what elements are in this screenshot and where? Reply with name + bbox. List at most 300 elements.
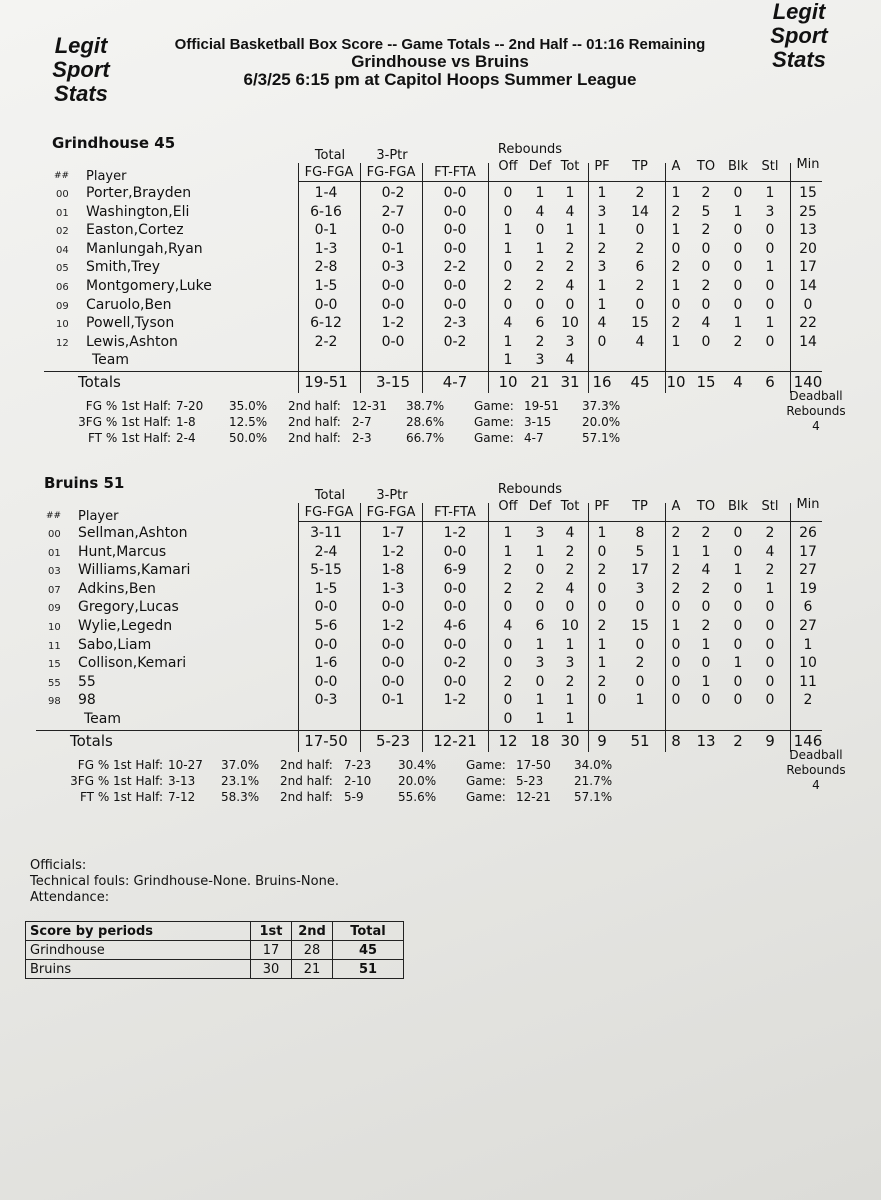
player-number: 01 (56, 207, 69, 219)
pct-label: FT % 1st Half: (79, 789, 163, 804)
column-rule (360, 503, 361, 752)
stat-min: 19 (799, 580, 817, 597)
pct-h2-pct: 38.7% (406, 399, 445, 413)
player-number: 11 (48, 640, 61, 652)
stat-a: 1 (671, 278, 681, 294)
player-name: Wylie,Legedn (78, 618, 173, 634)
pct-game-label: Game: (466, 789, 506, 804)
stat-fg: 5-6 (314, 618, 338, 634)
total-min: 146 (793, 731, 823, 750)
stat-min: 15 (799, 185, 817, 201)
pct-h1-pct: 35.0% (229, 399, 268, 413)
col-fg3: FG-FGA (366, 165, 416, 180)
stat-off: 0 (503, 259, 513, 276)
stat-ft: 0-0 (443, 673, 467, 690)
pct-h1: 3-13 (168, 773, 196, 788)
stat-blk: 1 (733, 655, 743, 672)
pct-h2-label: 2nd half: (288, 431, 341, 445)
stat-def: 3 (535, 525, 545, 541)
total-to: 15 (696, 373, 716, 391)
stat-ft: 0-0 (443, 203, 467, 220)
stat-def: 1 (535, 636, 545, 653)
stat-a: 0 (671, 636, 681, 653)
stat-fg3: 0-0 (381, 599, 405, 616)
pct-h2-label: 2nd half: (280, 773, 333, 788)
stat-to: 2 (701, 222, 711, 239)
stat-fg: 1-5 (314, 580, 338, 597)
stat-min: 10 (799, 655, 817, 672)
stat-a: 2 (671, 580, 681, 597)
stat-tot: 2 (565, 543, 575, 560)
matchup: Grindhouse vs Bruins (351, 52, 529, 71)
stat-to: 1 (701, 636, 711, 653)
pct-label: 3FG % 1st Half: (78, 415, 171, 429)
pct-h1-pct: 12.5% (229, 415, 268, 429)
player-number: 15 (48, 659, 61, 671)
stat-ft: 0-0 (443, 222, 467, 239)
stat-ft: 0-0 (443, 636, 467, 653)
deadball-rebounds (776, 389, 856, 434)
stat-fg3: 2-7 (381, 203, 405, 220)
stat-fg3: 0-3 (381, 259, 405, 276)
col-player: Player (78, 509, 119, 524)
stat-fg: 6-16 (310, 203, 342, 220)
stat-tp: 4 (635, 333, 645, 350)
col-3ptr: 3-Ptr (376, 148, 408, 163)
stat-stl: 4 (765, 543, 775, 560)
away-team-title: Bruins 51 (44, 474, 125, 492)
stat-to: 0 (701, 333, 711, 350)
total-blk: 4 (733, 373, 743, 391)
stat-blk: 0 (733, 543, 743, 560)
pct-h1-pct: 37.0% (221, 757, 260, 772)
stat-off: 1 (503, 222, 513, 239)
stat-stl: 0 (765, 222, 775, 239)
stat-ft: 0-2 (443, 655, 467, 672)
stat-tp: 15 (631, 315, 649, 332)
stat-min: 13 (799, 222, 817, 239)
stat-to: 0 (701, 692, 711, 709)
stat-def: 0 (535, 562, 545, 579)
stat-blk: 0 (733, 185, 743, 201)
stat-a: 0 (671, 655, 681, 672)
stat-tot: 1 (565, 222, 575, 239)
stat-a: 1 (671, 185, 681, 201)
stat-off: 1 (503, 525, 513, 541)
stat-to: 0 (701, 296, 711, 313)
stat-tot: 4 (565, 203, 575, 220)
stat-to: 1 (701, 673, 711, 690)
player-name: Adkins,Ben (78, 580, 156, 597)
stat-ft: 0-0 (443, 599, 467, 616)
pct-h2-pct: 66.7% (406, 431, 445, 445)
column-rule (422, 163, 423, 393)
col-num: ## (46, 511, 62, 521)
column-rule (298, 163, 299, 393)
team-def: 3 (535, 352, 545, 369)
logo-line: Sport (52, 57, 110, 82)
stat-stl: 1 (765, 185, 775, 201)
stat-fg3: 0-0 (381, 655, 405, 672)
score-header-row (26, 922, 404, 941)
pct-h1-pct: 58.3% (221, 789, 260, 804)
total-a: 8 (671, 731, 681, 750)
total-stl: 6 (765, 373, 775, 391)
pct-game-label: Game: (466, 773, 506, 788)
score-row-grindhouse (26, 941, 404, 960)
col-pf: PF (594, 159, 610, 174)
col-stl: Stl (761, 159, 779, 174)
pct-label: FG % 1st Half: (77, 757, 163, 772)
stat-tp: 14 (631, 203, 649, 220)
player-number: 07 (48, 584, 61, 596)
stat-off: 0 (503, 636, 513, 653)
team-off: 1 (503, 352, 513, 369)
stat-ft: 0-0 (443, 185, 467, 201)
stat-tp: 0 (635, 222, 645, 239)
player-number: 00 (56, 189, 69, 200)
stat-tp: 2 (635, 240, 645, 257)
pct-h1: 10-27 (168, 757, 203, 772)
column-rule (298, 503, 299, 752)
col-off: Off (498, 159, 518, 174)
stat-tot: 1 (565, 692, 575, 709)
stat-to: 1 (701, 543, 711, 560)
stat-pf: 2 (597, 618, 607, 634)
stat-pf: 4 (597, 315, 607, 332)
total-to: 13 (696, 731, 716, 750)
deadball-label: Deadball (789, 389, 843, 403)
stat-tp: 0 (635, 599, 645, 616)
stat-ft: 6-9 (443, 562, 467, 579)
stat-tot: 2 (565, 562, 575, 579)
logo-line: Stats (772, 47, 826, 72)
player-name: Porter,Brayden (86, 185, 192, 201)
player-number: 12 (56, 337, 69, 349)
stat-tp: 2 (635, 655, 645, 672)
stat-off: 0 (503, 185, 513, 201)
stat-pf: 1 (597, 278, 607, 294)
stat-stl: 0 (765, 655, 775, 672)
column-rule (360, 163, 361, 393)
pct-game-pct: 34.0% (574, 757, 613, 772)
stat-pf: 1 (597, 636, 607, 653)
logo-line: Legit (54, 33, 108, 58)
player-number: 03 (48, 566, 61, 578)
stat-blk: 0 (733, 259, 743, 276)
stat-fg3: 0-2 (381, 185, 405, 201)
stat-a: 2 (671, 203, 681, 220)
pct-h2: 2-3 (352, 431, 372, 445)
stat-fg: 0-0 (314, 673, 338, 690)
pct-label: FT % 1st Half: (87, 431, 171, 445)
stat-pf: 1 (597, 296, 607, 313)
stat-stl: 0 (765, 692, 775, 709)
total-def: 18 (530, 731, 550, 750)
col-total: Total (314, 488, 346, 503)
stat-a: 0 (671, 240, 681, 257)
stat-off: 4 (503, 618, 513, 634)
pct-game-pct: 20.0% (582, 415, 621, 429)
player-name: Hunt,Marcus (78, 543, 167, 560)
stat-fg3: 1-8 (381, 562, 405, 579)
team-tot: 1 (565, 711, 575, 727)
player-name: Sabo,Liam (78, 636, 152, 653)
total-ft: 4-7 (442, 373, 468, 391)
total-blk: 2 (733, 731, 743, 750)
total-def: 21 (530, 373, 550, 391)
stat-stl: 0 (765, 599, 775, 616)
pct-label: 3FG % 1st Half: (70, 773, 163, 788)
stat-def: 2 (535, 580, 545, 597)
stat-blk: 0 (733, 673, 743, 690)
column-rule (790, 163, 791, 393)
team-off: 0 (503, 711, 513, 727)
total-min: 140 (793, 373, 823, 391)
total-tot: 30 (560, 731, 580, 750)
pct-h1: 7-20 (176, 399, 204, 413)
col-min: Min (796, 497, 820, 512)
stat-fg: 3-11 (310, 525, 342, 541)
player-name: Montgomery,Luke (86, 278, 212, 294)
stat-def: 3 (535, 655, 545, 672)
game-date-venue: 6/3/25 6:15 pm at Capitol Hoops Summer League (243, 70, 637, 89)
header-rule (298, 521, 822, 522)
stat-pf: 0 (597, 599, 607, 616)
score-team: Bruins (26, 960, 251, 979)
player-name: Powell,Tyson (86, 315, 175, 332)
col-tp: TP (632, 499, 648, 514)
stat-tp: 2 (635, 185, 645, 201)
stat-blk: 0 (733, 240, 743, 257)
pct-h2-pct: 20.0% (398, 773, 437, 788)
pct-h1: 1-8 (176, 415, 196, 429)
score-by-periods-table (25, 921, 404, 979)
stat-fg: 1-5 (314, 278, 338, 294)
player-name: Manlungah,Ryan (86, 240, 203, 257)
stat-fg: 0-0 (314, 599, 338, 616)
pct-game: 12-21 (516, 789, 551, 804)
deadball-count: 4 (812, 419, 820, 433)
col-blk: Blk (727, 159, 749, 174)
stat-stl: 1 (765, 580, 775, 597)
stat-off: 0 (503, 692, 513, 709)
pct-h2: 2-10 (344, 773, 372, 788)
stat-def: 0 (535, 222, 545, 239)
col-a: A (671, 159, 681, 174)
stat-fg3: 0-0 (381, 673, 405, 690)
stat-fg: 2-2 (314, 333, 338, 350)
stat-tp: 17 (631, 562, 649, 579)
col-tot: Tot (560, 499, 580, 514)
column-rule (488, 163, 489, 393)
player-name: Caruolo,Ben (86, 296, 172, 313)
stat-tp: 0 (635, 296, 645, 313)
stat-def: 2 (535, 259, 545, 276)
team-row-label: Team (92, 352, 130, 369)
pct-h1-pct: 23.1% (221, 773, 260, 788)
stat-a: 1 (671, 618, 681, 634)
stat-fg3: 0-0 (381, 333, 405, 350)
stat-ft: 0-0 (443, 580, 467, 597)
player-name: 98 (78, 692, 96, 709)
stat-blk: 0 (733, 618, 743, 634)
player-name: Sellman,Ashton (78, 525, 188, 541)
logo-line: Sport (770, 23, 828, 48)
stat-fg: 0-3 (314, 692, 338, 709)
player-name: Gregory,Lucas (78, 599, 179, 616)
stat-blk: 2 (733, 333, 743, 350)
score-header-p2: 2nd (292, 922, 333, 941)
col-total: Total (314, 148, 346, 163)
pct-game: 17-50 (516, 757, 551, 772)
pct-label: FG % 1st Half: (85, 399, 171, 413)
stat-stl: 0 (765, 278, 775, 294)
pct-h2-label: 2nd half: (288, 415, 341, 429)
stat-off: 0 (503, 655, 513, 672)
total-a: 10 (666, 373, 686, 391)
stat-fg3: 0-0 (381, 296, 405, 313)
stat-ft: 0-0 (443, 543, 467, 560)
stat-tp: 6 (635, 259, 645, 276)
stat-min: 27 (799, 562, 817, 579)
stat-off: 1 (503, 543, 513, 560)
col-blk: Blk (727, 499, 749, 514)
stat-pf: 1 (597, 185, 607, 201)
col-player: Player (86, 169, 127, 184)
pct-game-pct: 37.3% (582, 399, 621, 413)
col-stl: Stl (761, 499, 779, 514)
stat-stl: 2 (765, 525, 775, 541)
stat-a: 0 (671, 692, 681, 709)
column-rule (488, 503, 489, 752)
stat-stl: 2 (765, 562, 775, 579)
stat-blk: 0 (733, 580, 743, 597)
pct-h2-label: 2nd half: (280, 757, 333, 772)
stat-tp: 15 (631, 618, 649, 634)
stat-blk: 0 (733, 278, 743, 294)
stat-tot: 0 (565, 296, 575, 313)
stat-ft: 2-2 (443, 259, 467, 276)
stat-stl: 0 (765, 636, 775, 653)
pct-h2: 2-7 (352, 415, 372, 429)
logo-line: Legit (772, 0, 826, 24)
stat-pf: 0 (597, 333, 607, 350)
stat-min: 1 (803, 636, 813, 653)
stat-off: 0 (503, 296, 513, 313)
total-fg: 17-50 (304, 731, 348, 750)
stat-def: 2 (535, 333, 545, 350)
stat-a: 0 (671, 599, 681, 616)
player-number: 05 (56, 263, 69, 275)
player-name: Smith,Trey (86, 259, 161, 276)
col-pf: PF (594, 499, 610, 514)
stat-ft: 1-2 (443, 692, 467, 709)
pct-h2-label: 2nd half: (280, 789, 333, 804)
report-title: Official Basketball Box Score -- Game Totals -- 2nd Half -- 01:16 Remaining (174, 36, 706, 53)
total-pf: 16 (592, 373, 612, 391)
pct-game: 4-7 (524, 431, 544, 445)
total-fg3: 5-23 (375, 731, 411, 750)
deadball-rebounds (776, 748, 856, 793)
stat-off: 2 (503, 278, 513, 294)
header-rule (298, 181, 822, 182)
col-fg3: FG-FGA (366, 505, 416, 520)
stat-to: 0 (701, 599, 711, 616)
stat-def: 1 (535, 543, 545, 560)
pct-h2-label: 2nd half: (288, 399, 341, 413)
col-tp: TP (632, 159, 648, 174)
stat-off: 2 (503, 580, 513, 597)
stat-to: 0 (701, 655, 711, 672)
pct-h2-pct: 55.6% (398, 789, 437, 804)
stat-min: 6 (803, 599, 813, 616)
stat-tot: 2 (565, 240, 575, 257)
stat-stl: 0 (765, 240, 775, 257)
stat-pf: 1 (597, 222, 607, 239)
col-to: TO (696, 159, 716, 174)
logo-left (46, 34, 116, 106)
totals-rule (36, 730, 822, 731)
stat-pf: 2 (597, 240, 607, 257)
stat-fg3: 0-1 (381, 240, 405, 257)
pct-game-pct: 57.1% (574, 789, 613, 804)
total-tp: 45 (630, 373, 650, 391)
stat-blk: 0 (733, 692, 743, 709)
pct-h2: 7-23 (344, 757, 372, 772)
stat-to: 2 (701, 185, 711, 201)
stat-fg3: 1-3 (381, 580, 405, 597)
deadball-rebounds-label: Rebounds (786, 404, 846, 418)
total-off: 10 (498, 373, 518, 391)
stat-tot: 1 (565, 185, 575, 201)
pct-game-pct: 21.7% (574, 773, 613, 788)
stat-blk: 1 (733, 562, 743, 579)
score-p1: 30 (251, 960, 292, 979)
stat-tot: 1 (565, 636, 575, 653)
col-num: ## (54, 171, 70, 181)
stat-a: 2 (671, 562, 681, 579)
logo-right (764, 0, 834, 72)
pct-game: 3-15 (524, 415, 552, 429)
stat-ft: 1-2 (443, 525, 467, 541)
score-p2: 28 (292, 941, 333, 960)
pct-h2: 5-9 (344, 789, 364, 804)
stat-stl: 1 (765, 259, 775, 276)
deadball-count: 4 (812, 777, 820, 792)
stat-tot: 0 (565, 599, 575, 616)
stat-def: 0 (535, 673, 545, 690)
stat-blk: 0 (733, 636, 743, 653)
score-team: Grindhouse (26, 941, 251, 960)
pct-game-label: Game: (474, 415, 514, 429)
stat-tot: 3 (565, 655, 575, 672)
stat-stl: 3 (765, 203, 775, 220)
stat-fg3: 0-0 (381, 222, 405, 239)
stat-tot: 4 (565, 278, 575, 294)
stat-fg3: 0-0 (381, 636, 405, 653)
player-number: 02 (56, 226, 69, 238)
officials: Officials: (30, 858, 87, 873)
stat-to: 2 (701, 525, 711, 541)
pct-h2-pct: 28.6% (406, 415, 445, 429)
stat-tp: 0 (635, 636, 645, 653)
total-fg3: 3-15 (375, 373, 411, 391)
stat-stl: 0 (765, 618, 775, 634)
stat-blk: 0 (733, 222, 743, 239)
stat-tp: 1 (635, 692, 645, 709)
player-number: 10 (56, 319, 69, 331)
